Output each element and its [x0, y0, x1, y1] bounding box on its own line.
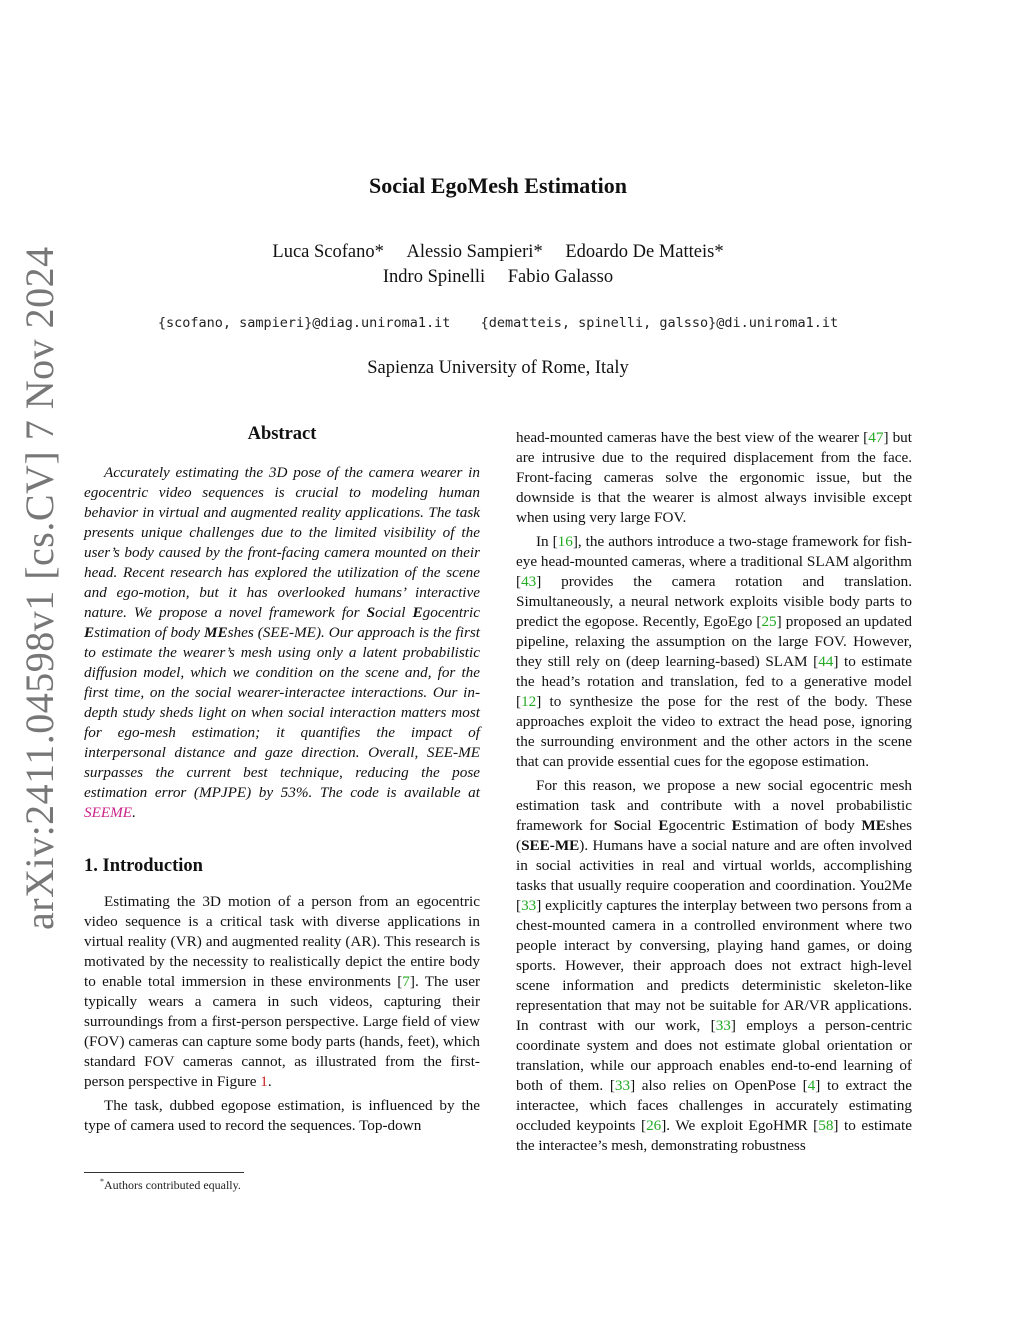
citation-link[interactable]: 25 [761, 613, 777, 630]
body-paragraph: head-mounted cameras have the best view of the wearer [47] but are intrusive due to the required displacement from the face. Front-facing cameras solve the ergonomic issue, but the downside is that the wearer is almost always invisible except when using very large FOV. [516, 429, 912, 526]
citation-link[interactable]: 47 [868, 429, 884, 446]
body-paragraph: In [16], the authors introduce a two-stage framework for fish-eye head-mounted cameras, where a traditional SLAM algorithm [43] provides the camera rotation and translation. Simultaneously, a neural network exploits visible body parts to predict the egopose. Recently, EgoEgo [25] proposed an updated pipeline, relaxing the assumption on the large FOV. However, they still rely on (deep learning-based) SLAM [44] to estimate the head’s rotation and translation, fed to a generative model [12] to synthesize the pose for the rest of the body. These approaches exploit the video to extract the head pose, ignoring the surrounding environment and the other actors in the scene that can provide essential cues for the egopose estimation. [516, 533, 912, 770]
author: Fabio Galasso [507, 267, 614, 287]
abstract-heading: Abstract [247, 424, 317, 444]
citation-link[interactable]: 33 [715, 1017, 731, 1034]
author: Indro Spinelli [382, 267, 486, 287]
right-column [516, 428, 912, 1160]
author: Alessio Sampieri* [406, 242, 543, 262]
citation-link[interactable]: 4 [807, 1077, 816, 1094]
citation-link[interactable]: 33 [521, 897, 537, 914]
citation-link[interactable]: 43 [521, 573, 537, 590]
email: {scofano, sampieri}@diag.uniroma1.it [157, 315, 451, 331]
citation-link[interactable]: 44 [818, 653, 834, 670]
abstract-text: Accurately estimating the 3D pose of the camera wearer in egocentric video sequences is crucial to modeling human behavior in virtual and augmented reality applications. The task presents unique challenges due to the limited visibility of the user’s body caused by the front-facing camera mounted on their head. Recent research has explored the utilization of the scene and ego-motion, but it has overlooked humans’ interactive nature. We propose a novel framework for Social Egocentric Estimation of body MEshes (SEE-ME). Our approach is the first to estimate the wearer’s mesh using only a latent probabilistic diffusion model, which we condition on the scene and, for the first time, on the social wearer-interactee interactions. Our in-depth study sheds light on when social interaction matters most for ego-mesh estimation; it quantifies the impact of interpersonal distance and gaze direction. Overall, SEE-ME surpasses the current best technique, reducing the pose estimation error (MPJPE) by 53%. The code is available at SEEME. [84, 464, 480, 821]
figure-ref-link[interactable]: 1 [260, 1073, 268, 1090]
footnote-rule [84, 1172, 244, 1173]
left-column [84, 424, 480, 1140]
citation-link[interactable]: 26 [646, 1117, 662, 1134]
author-emails [0, 315, 996, 331]
author-list [0, 240, 996, 290]
body-paragraph: For this reason, we propose a new social egocentric mesh estimation task and contribute with a novel probabilistic framework for Social Egocentric Estimation of body MEshes (SEE-ME). Humans have a social nature and are often involved in social activities in real and virtual worlds, accomplishing tasks that usually require cooperation and coordination. You2Me [33] explicitly captures the interplay between two persons from a chest-mounted camera in a controlled environment where two people interact by conversing, playing hand games, or doing sports. However, their approach does not extract high-level scene information and predicts deterministic skeleton-like representation that may not be suitable for AR/VR applications. In contrast with our work, [33] employs a person-centric coordinate system and does not estimate global orientation or translation, while our approach enables end-to-end learning of both of them. [33] also relies on OpenPose [4] to extract the interactee, which faces challenges in accurately estimating occluded keypoints [26]. We exploit EgoHMR [58] to estimate the interactee’s mesh, demonstrating robustness [516, 777, 913, 1154]
arxiv-identifier: arXiv:2411.04598v1 [cs.CV] 7 Nov 2024 [17, 246, 62, 930]
citation-link[interactable]: 33 [614, 1077, 631, 1094]
code-link[interactable]: SEEME [84, 804, 133, 821]
intro-paragraph: The task, dubbed egopose estimation, is influenced by the type of camera used to record the sequences. Top-down [84, 1097, 480, 1134]
affiliation: Sapienza University of Rome, Italy [367, 358, 629, 378]
citation-link[interactable]: 16 [557, 533, 573, 550]
citation-link[interactable]: 12 [521, 693, 537, 710]
citation-link[interactable]: 7 [402, 973, 410, 990]
author: Luca Scofano* [272, 242, 384, 262]
intro-paragraph: Estimating the 3D motion of a person from an egocentric video sequence is a critical task with diverse applications in virtual reality (VR) and augmented reality (AR). This research is motivated by the necessity to realistically depict the entire body to enable total immersion in these environments [7]. The user typically wears a camera in such videos, capturing their surroundings from a first-person perspective. Large field of view (FOV) cameras can capture some body parts (hands, feet), which standard FOV cameras cannot, as illustrated from the first-person perspective in Figure 1. [84, 893, 480, 1090]
section-heading-introduction: 1. Introduction [84, 856, 203, 876]
email: {dematteis, spinelli, galsso}@di.uniroma1.it [480, 315, 839, 331]
citation-link[interactable]: 58 [818, 1117, 834, 1134]
author: Edoardo De Matteis* [565, 242, 724, 262]
footnote: *Authors contributed equally. [100, 1177, 241, 1192]
paper-title: Social EgoMesh Estimation [369, 173, 627, 198]
